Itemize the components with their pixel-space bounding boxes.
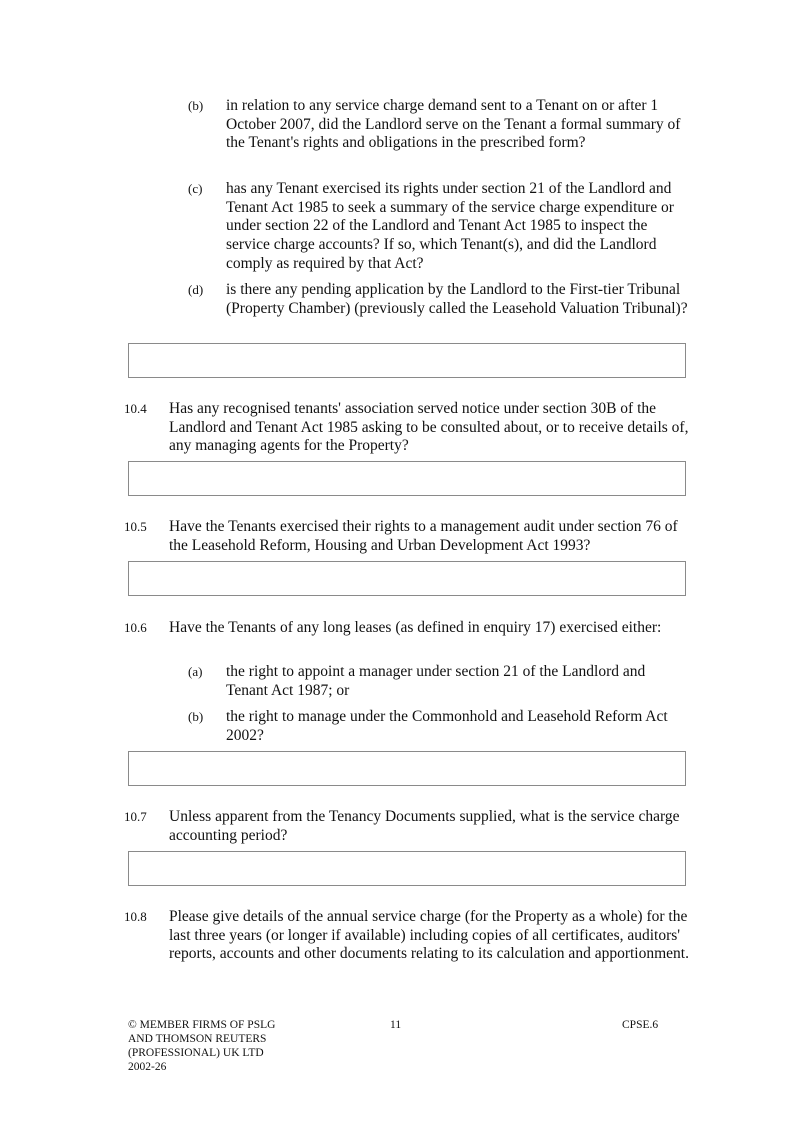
question-text: Have the Tenants exercised their rights to a management audit under section 76 of the Leasehold Reform, Housing and Urban Development Act 1993? <box>169 518 678 554</box>
sub-item-label: (c) <box>188 181 203 196</box>
document-code: CPSE.6 <box>622 1019 659 1031</box>
answer-box-10-4[interactable] <box>128 461 686 496</box>
sub-item-text: in relation to any service charge demand sent to a Tenant on or after 1 October 2007, did the Landlord serve on the Tenant a formal summary of the Tenant's rights and obligations in the prescribed form? <box>226 97 681 152</box>
question-number: 10.6 <box>124 620 147 635</box>
footer-copyright-line: © MEMBER FIRMS OF PSLG <box>128 1019 276 1031</box>
footer-copyright <box>128 1018 275 1074</box>
answer-box-10-6[interactable] <box>128 751 686 786</box>
question-number: 10.7 <box>124 809 147 824</box>
page-number: 11 <box>390 1019 402 1031</box>
footer-copyright-line: (PROFESSIONAL) UK LTD <box>128 1047 264 1059</box>
sub-item-label: (d) <box>188 282 204 297</box>
answer-box-10-5[interactable] <box>128 561 686 596</box>
question-number: 10.8 <box>124 909 147 924</box>
question-text: Has any recognised tenants' association served notice under section 30B of the Landlord and Tenant Act 1985 asking to be consulted about, or to receive details of, any managing agents for the Property? <box>169 400 689 455</box>
question-text: Unless apparent from the Tenancy Documents supplied, what is the service charge accounting period? <box>169 808 680 844</box>
question-text: Please give details of the annual service charge (for the Property as a whole) for the last three years (or longer if available) including copies of all certificates, auditors' reports, accounts and other documents relating to its calculation and apportionment. <box>169 908 689 963</box>
footer-copyright-line: 2002-26 <box>128 1061 167 1073</box>
sub-item-text: the right to manage under the Commonhold and Leasehold Reform Act 2002? <box>226 708 668 744</box>
sub-item-label: (b) <box>188 98 204 113</box>
sub-item-label: (a) <box>188 664 203 679</box>
question-number: 10.4 <box>124 401 147 416</box>
answer-box-10-3[interactable] <box>128 343 686 378</box>
question-text: Have the Tenants of any long leases (as defined in enquiry 17) exercised either: <box>169 619 662 636</box>
answer-box-10-7[interactable] <box>128 851 686 886</box>
sub-item-text: is there any pending application by the Landlord to the First-tier Tribunal (Property Chamber) (previously called the Leasehold Valuation Tribunal)? <box>226 281 688 317</box>
sub-item-text: has any Tenant exercised its rights under section 21 of the Landlord and Tenant Act 1985 to seek a summary of the service charge expenditure or under section 22 of the Landlord and Tenant Act 1985 to inspect the service charge accounts? If so, which Tenant(s), and did the Landlord comply as required by that Act? <box>226 180 674 272</box>
sub-item-text: the right to appoint a manager under section 21 of the Landlord and Tenant Act 1987; or <box>226 663 646 699</box>
question-number: 10.5 <box>124 519 147 534</box>
footer-copyright-line: AND THOMSON REUTERS <box>128 1033 267 1045</box>
sub-item-label: (b) <box>188 709 204 724</box>
